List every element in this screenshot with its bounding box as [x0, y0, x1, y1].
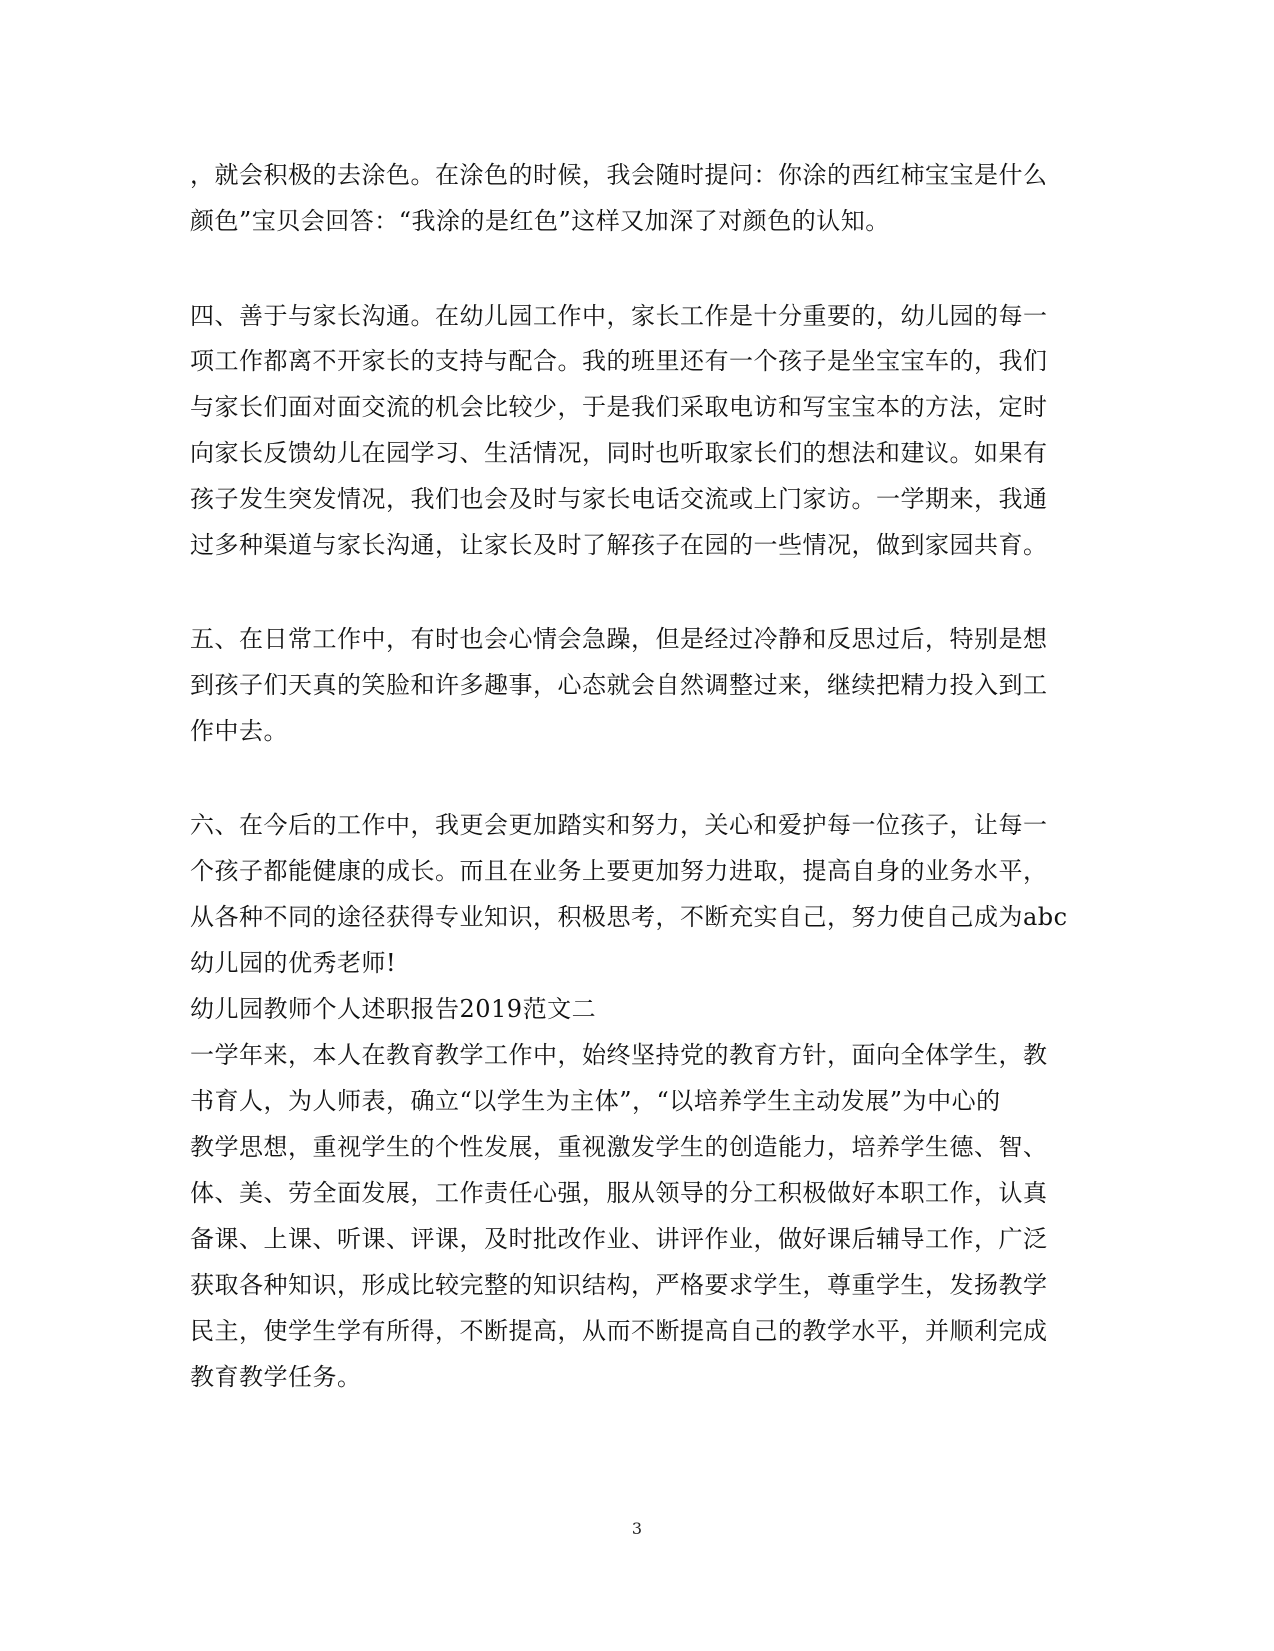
- text-line: 体、美、劳全面发展，工作责任心强，服从领导的分工积极做好本职工作，认真: [190, 1179, 1048, 1207]
- text-line: 五、在日常工作中，有时也会心情会急躁，但是经过冷静和反思过后，特别是想: [190, 625, 1048, 653]
- text-line: 与家长们面对面交流的机会比较少，于是我们采取电访和写宝宝本的方法，定时: [190, 393, 1048, 421]
- text-line: ，就会积极的去涂色。在涂色的时候，我会随时提问：你涂的西红柿宝宝是什么: [190, 161, 1048, 189]
- page-number: 3: [631, 1519, 643, 1538]
- text-line: 孩子发生突发情况，我们也会及时与家长电话交流或上门家访。一学期来，我通: [190, 485, 1048, 513]
- text-line: 颜色”宝贝会回答：“我涂的是红色”这样又加深了对颜色的认知。: [190, 207, 890, 235]
- text-line: 向家长反馈幼儿在园学习、生活情况，同时也听取家长们的想法和建议。如果有: [190, 439, 1048, 467]
- text-line: 六、在今后的工作中，我更会更加踏实和努力，关心和爱护每一位孩子，让每一: [190, 811, 1048, 839]
- text-line: 一学年来，本人在教育教学工作中，始终坚持党的教育方针，面向全体学生，教: [190, 1041, 1048, 1069]
- text-line: 到孩子们天真的笑脸和许多趣事，心态就会自然调整过来，继续把精力投入到工: [190, 671, 1048, 699]
- text-line: 过多种渠道与家长沟通，让家长及时了解孩子在园的一些情况，做到家园共育。: [190, 531, 1048, 559]
- text-line: 书育人，为人师表，确立“以学生为主体”，“以培养学生主动发展”为中心的: [190, 1087, 1001, 1115]
- text-line: 民主，使学生学有所得，不断提高，从而不断提高自己的教学水平，并顺利完成: [190, 1317, 1048, 1345]
- text-line: 项工作都离不开家长的支持与配合。我的班里还有一个孩子是坐宝宝车的，我们: [190, 347, 1048, 375]
- text-line: 幼儿园的优秀老师!: [190, 949, 397, 977]
- text-line: 获取各种知识，形成比较完整的知识结构，严格要求学生，尊重学生，发扬教学: [190, 1271, 1048, 1299]
- text-line: 个孩子都能健康的成长。而且在业务上要更加努力进取，提高自身的业务水平，: [190, 857, 1048, 885]
- text-line: 四、善于与家长沟通。在幼儿园工作中，家长工作是十分重要的，幼儿园的每一: [190, 302, 1048, 330]
- text-line: 作中去。: [190, 717, 288, 745]
- text-line: 教学思想，重视学生的个性发展，重视激发学生的创造能力，培养学生德、智、: [190, 1133, 1048, 1161]
- section-heading: 幼儿园教师个人述职报告2019范文二: [190, 995, 597, 1023]
- text-line: 教育教学任务。: [190, 1363, 362, 1391]
- text-line: 备课、上课、听课、评课，及时批改作业、讲评作业，做好课后辅导工作，广泛: [190, 1225, 1048, 1253]
- text-line: 从各种不同的途径获得专业知识，积极思考，不断充实自己，努力使自己成为abc: [190, 903, 1068, 931]
